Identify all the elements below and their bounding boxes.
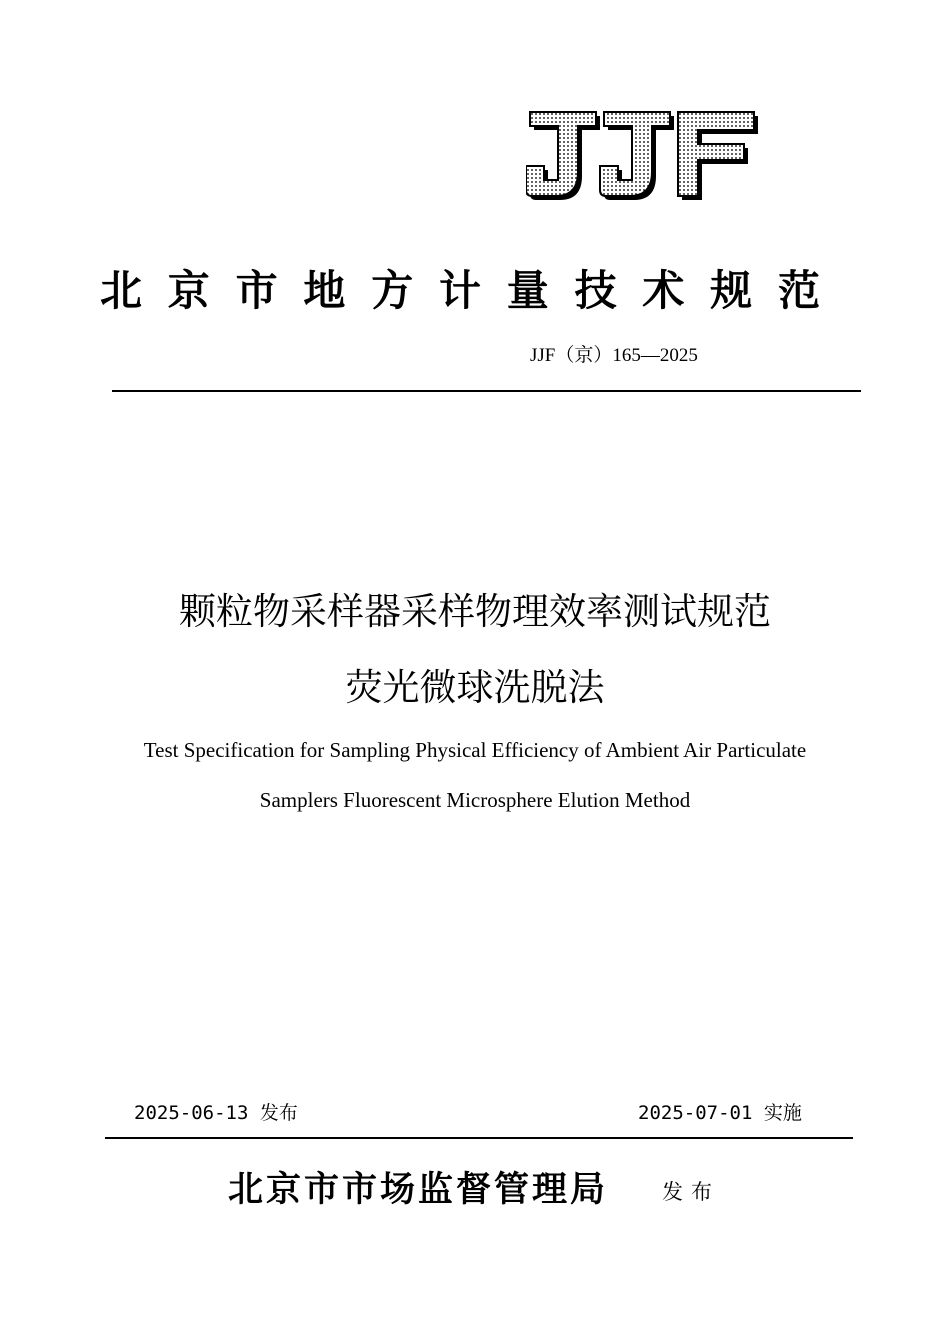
issuer-name: 北京市市场监督管理局 (228, 1169, 609, 1210)
series-title-char: 市 (235, 266, 278, 315)
series-title-char: 术 (642, 266, 685, 315)
bottom-divider (105, 1137, 853, 1139)
issue-date: 2025-06-13 发布 (134, 1102, 298, 1124)
title-en-line1: Test Specification for Sampling Physical Efficiency of Ambient Air Particulate (143, 738, 807, 762)
jjf-logo-graphic (526, 108, 762, 204)
series-title (100, 260, 820, 316)
standard-number: JJF（京）165—2025 (530, 345, 698, 366)
issuer-suffix: 发布 (662, 1180, 720, 1204)
series-title-char: 量 (506, 266, 549, 315)
series-title-char: 范 (777, 266, 820, 315)
jjf-logo (526, 108, 762, 204)
title-en-line2: Samplers Fluorescent Microsphere Elution Method (259, 788, 691, 812)
series-title-char: 北 (100, 266, 143, 315)
series-title-char: 京 (167, 266, 210, 315)
series-title-char: 计 (438, 266, 481, 315)
implementation-date: 2025-07-01 实施 (638, 1102, 802, 1124)
series-title-char: 规 (710, 266, 753, 315)
title-zh-line2: 荧光微球洗脱法 (345, 666, 605, 709)
series-title-char: 技 (574, 266, 617, 315)
title-zh-line1: 颗粒物采样器采样物理效率测试规范 (179, 590, 771, 633)
top-divider (112, 390, 861, 392)
series-title-char: 地 (303, 266, 346, 315)
series-title-char: 方 (371, 266, 414, 315)
